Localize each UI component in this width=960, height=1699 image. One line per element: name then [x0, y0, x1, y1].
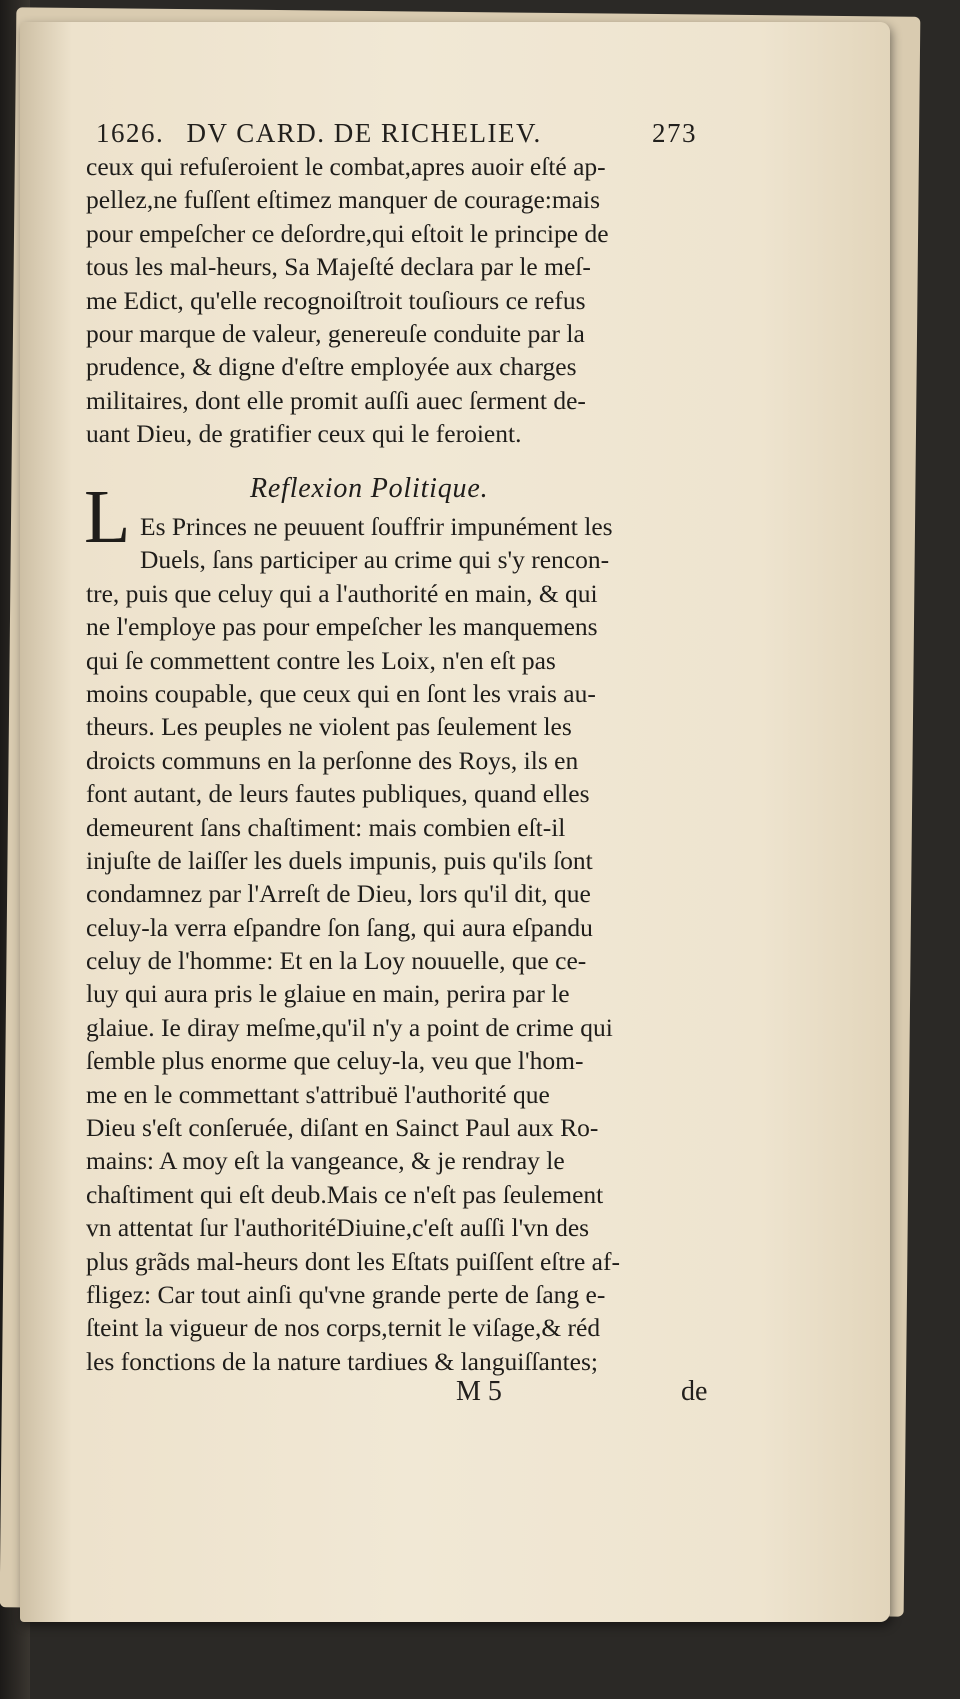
- text-line: droicts communs en la perſonne des Roys, ils en: [86, 745, 579, 775]
- running-header: [96, 118, 706, 154]
- text-line: prudence, & digne d'eſtre employée aux charges: [86, 352, 577, 382]
- text-line: Dieu s'eſt conſeruée, diſant en Sainct Paul aux Ro-: [86, 1113, 599, 1143]
- text-line: vn attentat ſur l'authoritéDiuine,c'eſt auſſi l'vn des: [86, 1213, 590, 1243]
- text-line: pellez,ne fuſſent eſtimez manquer de courage:mais: [86, 185, 601, 215]
- text-line: ſteint la vigueur de nos corps,ternit le viſage,& réd: [86, 1313, 601, 1343]
- text-line: militaires, dont elle promit auſſi auec ſerment de-: [86, 385, 586, 415]
- paragraph-1: [86, 150, 716, 451]
- text-line: plus grãds mal-heurs dont les Eſtats puiſſent eſtre af-: [86, 1246, 620, 1276]
- paragraph-2: [86, 510, 722, 1378]
- text-line: pour marque de valeur, genereuſe conduite par la: [86, 318, 585, 348]
- text-line: mains: A moy eſt la vangeance, & je rendray le: [86, 1146, 565, 1176]
- text-line: theurs. Les peuples ne violent pas ſeulement les: [86, 712, 572, 742]
- text-line: ceux qui refuſeroient le combat,apres auoir eſté ap-: [86, 152, 606, 181]
- text-line: me Edict, qu'elle recognoiſtroit touſiours ce refus: [86, 285, 586, 315]
- catchword: de: [681, 1376, 708, 1407]
- text-line: condamnez par l'Arreſt de Dieu, lors qu'il dit, que: [86, 879, 591, 909]
- text-line: injuſte de laiſſer les duels impunis, puis qu'ils ſont: [86, 845, 593, 875]
- text-line: glaiue. Ie diray meſme,qu'il n'y a point de crime qui: [86, 1012, 613, 1042]
- text-line: moins coupable, que ceux qui en ſont les vrais au-: [86, 678, 596, 708]
- text-line: font autant, de leurs fautes publiques, quand elles: [86, 779, 590, 809]
- text-line: celuy-la verra eſpandre ſon ſang, qui aura eſpandu: [86, 912, 593, 942]
- text-line: tre, puis que celuy qui a l'authorité en main, & qui: [86, 578, 598, 608]
- text-line: celuy de l'homme: Et en la Loy nouuelle, que ce-: [86, 946, 587, 976]
- header-running-title: DV CARD. DE RICHELIEV.: [186, 118, 542, 148]
- text-line: Es Princes ne peuuent ſouffrir impunément les: [140, 512, 613, 541]
- text-line: uant Dieu, de gratifier ceux qui le feroient.: [86, 419, 522, 449]
- text-line: ſemble plus enorme que celuy-la, veu que l'hom-: [86, 1046, 584, 1076]
- text-line: Duels, ſans participer au crime qui s'y rencon-: [140, 545, 610, 575]
- drop-cap: L: [84, 475, 131, 559]
- text-line: demeurent ſans chaſtiment: mais combien eſt-il: [86, 812, 566, 842]
- header-year: 1626.: [96, 118, 165, 148]
- text-line: fligez: Car tout ainſi qu'vne grande perte de ſang e-: [86, 1279, 606, 1309]
- page-footer: [456, 1376, 726, 1412]
- text-line: qui ſe commettent contre les Loix, n'en eſt pas: [86, 645, 556, 675]
- text-line: ne l'employe pas pour empeſcher les manquemens: [86, 612, 598, 642]
- text-line: chaſtiment qui eſt deub.Mais ce n'eſt pas ſeulement: [86, 1179, 604, 1209]
- text-line: luy qui aura pris le glaiue en main, perira par le: [86, 979, 570, 1009]
- text-line: les fonctions de la nature tardiues & languiſſantes;: [86, 1346, 598, 1376]
- text-line: tous les mal-heurs, Sa Majeſté declara par le meſ-: [86, 252, 591, 282]
- text-line: pour empeſcher ce deſordre,qui eſtoit le principe de: [86, 218, 609, 248]
- page-number: 273: [652, 118, 697, 148]
- text-line: me en le commettant s'attribuë l'authorité que: [86, 1079, 550, 1109]
- signature-mark: M 5: [456, 1376, 502, 1407]
- section-heading: Reflexion Politique.: [250, 473, 489, 504]
